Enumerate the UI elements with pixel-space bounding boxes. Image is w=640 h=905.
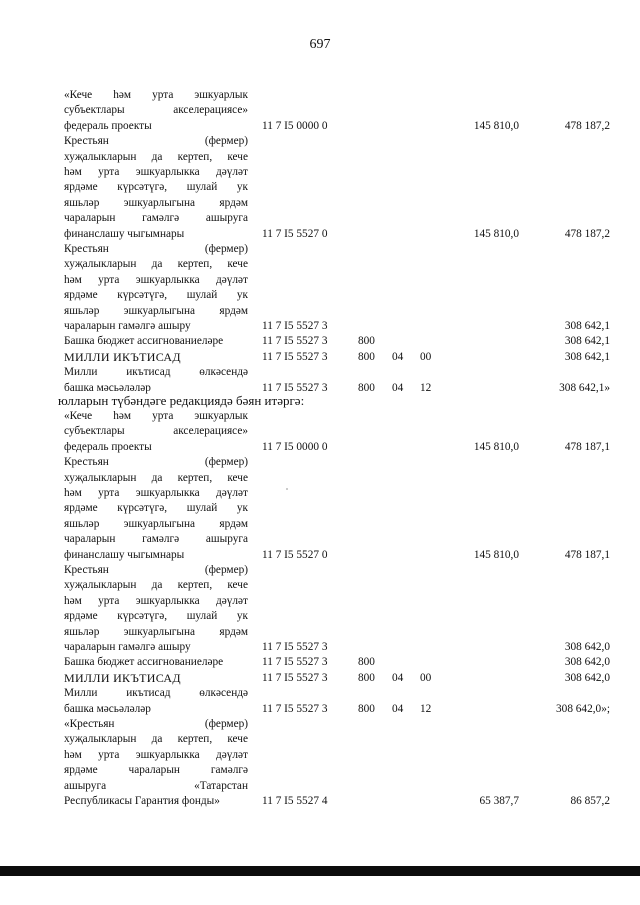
section-heading: юлларын түбәндәге редакциядә бәян итәргә: (58, 393, 305, 408)
code-cell: 11 7 I5 5527 0 (262, 548, 328, 561)
row-name-line: Крестьян (фермер) (64, 564, 248, 576)
pr-cell: 12 (420, 702, 432, 715)
row-name (64, 350, 248, 365)
row-name-line: хуҗалыкларын да кертеп, кече (64, 258, 248, 271)
vr-cell: 800 (358, 702, 375, 715)
pr-cell: 12 (420, 381, 432, 394)
row-name-line: финанслашу чыгымнары (64, 548, 185, 561)
row-name-line: финанслашу чыгымнары (64, 227, 185, 240)
row-name-line: хуҗалыкларын да кертеп, кече (64, 150, 248, 163)
sum-2022-cell: 308 642,1 (564, 350, 610, 363)
table-row (0, 242, 640, 334)
table-row (0, 134, 640, 242)
scan-edge-bar (0, 866, 640, 876)
code-cell: 11 7 I5 5527 4 (262, 795, 328, 807)
row-name (64, 334, 248, 349)
row-name-line: ярдәме чараларын гамәлгә (64, 764, 248, 777)
table-row (0, 334, 640, 349)
row-name (64, 455, 248, 563)
row-name-line: чараларын гамәлгә ашыруга (64, 533, 248, 546)
vr-cell: 800 (358, 671, 375, 684)
table-row (0, 655, 640, 670)
sum-2022-cell: 86 857,2 (570, 795, 610, 807)
row-name-line: «Крестьян (фермер) (64, 718, 248, 730)
rz-cell: 04 (392, 350, 404, 363)
row-name-line: яшьләр эшкуарлыгына ярдәм (64, 304, 248, 317)
row-name-line: «Кече һәм урта эшкуарлык (64, 89, 248, 101)
vr-cell: 800 (358, 381, 375, 394)
row-name-line: Республикасы Гарантия фонды» (64, 795, 220, 808)
sum-2022-cell: 308 642,0 (564, 641, 610, 653)
row-name-line: һәм урта эшкуарлыкка дәүләт (64, 166, 248, 178)
row-name-line: Крестьян (фермер) (64, 456, 248, 469)
sum-2022-cell: 478 187,1 (564, 440, 610, 453)
row-name-line: субъектлары акселерациясе» (64, 104, 248, 117)
sum-2021-cell: 145 810,0 (473, 119, 519, 132)
row-name-line: һәм урта эшкуарлыкка дәүләт (64, 748, 248, 761)
table-row (0, 717, 640, 809)
rz-cell: 04 (392, 702, 404, 715)
row-name-line: хуҗалыкларын да кертеп, кече (64, 579, 248, 592)
row-name-line: хуҗалыкларын да кертеп, кече (64, 471, 248, 484)
code-cell: 11 7 I5 0000 0 (262, 119, 328, 132)
table-row (0, 350, 640, 365)
sum-2022-cell: 478 187,2 (564, 119, 610, 132)
row-name-line: Крестьян (фермер) (64, 135, 248, 148)
vr-cell: 800 (358, 656, 375, 669)
row-name (64, 365, 248, 396)
row-name-line: Башка бюджет ассигнованиеләре (64, 656, 224, 669)
sum-2022-cell: 308 642,0»; (556, 702, 610, 715)
row-name-line: һәм урта эшкуарлыкка дәүләт (64, 594, 248, 607)
row-name-line: чараларын гамәлгә ашыру (64, 320, 191, 333)
scan-speck (286, 488, 288, 490)
row-name-line: федераль проекты (64, 119, 152, 132)
rz-cell: 04 (392, 381, 404, 394)
row-name-line: Крестьян (фермер) (64, 243, 248, 255)
sum-2022-cell: 308 642,0 (564, 656, 610, 669)
code-cell: 11 7 I5 5527 3 (262, 702, 328, 715)
row-name-line: ярдәме күрсәтүгә, шулай ук (64, 610, 248, 623)
row-name-line: ярдәме күрсәтүгә, шулай ук (64, 289, 248, 302)
table-row (0, 455, 640, 563)
row-name (64, 563, 248, 655)
row-name (64, 409, 248, 455)
row-name-line: ашыруга «Татарстан (64, 779, 248, 792)
vr-cell: 800 (358, 350, 375, 363)
row-name-line: федераль проекты (64, 440, 152, 453)
sum-2021-cell: 145 810,0 (473, 227, 519, 240)
row-name-line: МИЛЛИ ИКЪТИСАД (64, 349, 181, 364)
table-row (0, 409, 640, 455)
row-name-line: ярдәме күрсәтүгә, шулай ук (64, 502, 248, 515)
rz-cell: 04 (392, 671, 404, 684)
sum-2022-cell: 478 187,2 (564, 227, 610, 240)
table-row (0, 563, 640, 655)
row-name-line: субъектлары акселерациясе» (64, 425, 248, 438)
vr-cell: 800 (358, 335, 375, 348)
row-name (64, 242, 248, 334)
code-cell: 11 7 I5 5527 0 (262, 227, 328, 240)
table-row (0, 88, 640, 134)
sum-2022-cell: 308 642,0 (564, 671, 610, 684)
row-name-line: башка мәсьәләләр (64, 702, 151, 715)
pr-cell: 00 (420, 350, 432, 363)
row-name-line: МИЛЛИ ИКЪТИСАД (64, 670, 181, 685)
code-cell: 11 7 I5 5527 3 (262, 320, 328, 332)
row-name-line: яшьләр эшкуарлыгына ярдәм (64, 196, 248, 209)
table-row (0, 686, 640, 717)
row-name-line: һәм урта эшкуарлыкка дәүләт (64, 487, 248, 499)
code-cell: 11 7 I5 5527 3 (262, 641, 328, 653)
code-cell: 11 7 I5 5527 3 (262, 671, 328, 684)
row-name-line: Милли икътисад өлкәсендә (64, 687, 248, 700)
sum-2022-cell: 478 187,1 (564, 548, 610, 561)
code-cell: 11 7 I5 0000 0 (262, 440, 328, 453)
pr-cell: 00 (420, 671, 432, 684)
sum-2021-cell: 145 810,0 (473, 440, 519, 453)
sum-2021-cell: 65 387,7 (479, 795, 519, 807)
row-name-line: «Кече һәм урта эшкуарлык (64, 410, 248, 422)
page-number: 697 (309, 37, 331, 52)
row-name-line: чараларын гамәлгә ашыру (64, 641, 191, 654)
row-name-line: Башка бюджет ассигнованиеләре (64, 335, 224, 348)
row-name-line: башка мәсьәләләр (64, 381, 151, 394)
code-cell: 11 7 I5 5527 3 (262, 335, 328, 348)
sum-2022-cell: 308 642,1» (559, 381, 610, 394)
row-name-line: һәм урта эшкуарлыкка дәүләт (64, 273, 248, 286)
sum-2021-cell: 145 810,0 (473, 548, 519, 561)
table-row (0, 365, 640, 396)
row-name-line: хуҗалыкларын да кертеп, кече (64, 733, 248, 746)
row-name (64, 88, 248, 134)
row-name-line: яшьләр эшкуарлыгына ярдәм (64, 517, 248, 530)
sum-2022-cell: 308 642,1 (564, 320, 610, 332)
row-name-line: Милли икътисад өлкәсендә (64, 366, 248, 379)
row-name-line: ярдәме күрсәтүгә, шулай ук (64, 181, 248, 194)
row-name (64, 671, 248, 686)
sum-2022-cell: 308 642,1 (564, 335, 610, 348)
row-name (64, 134, 248, 242)
row-name (64, 655, 248, 670)
code-cell: 11 7 I5 5527 3 (262, 381, 328, 394)
row-name-line: яшьләр эшкуарлыгына ярдәм (64, 625, 248, 638)
row-name (64, 686, 248, 717)
code-cell: 11 7 I5 5527 3 (262, 350, 328, 363)
row-name (64, 717, 248, 809)
code-cell: 11 7 I5 5527 3 (262, 656, 328, 669)
row-name-line: чараларын гамәлгә ашыруга (64, 212, 248, 225)
table-row (0, 671, 640, 686)
